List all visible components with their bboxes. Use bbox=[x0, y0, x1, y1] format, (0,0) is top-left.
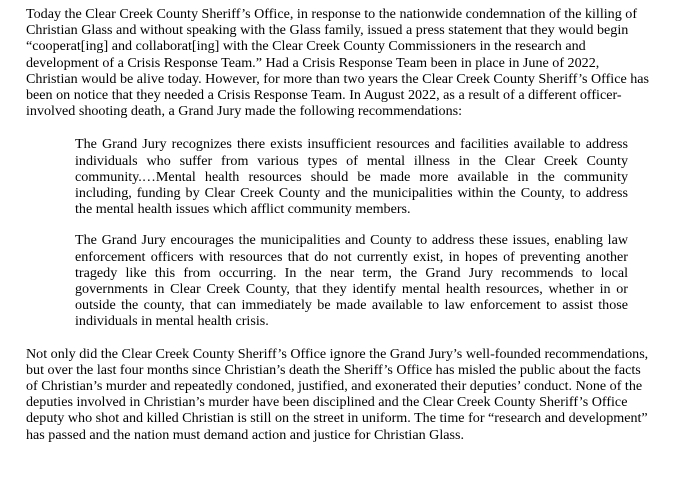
closing-paragraph: Not only did the Clear Creek County Sheriff’s Office ignore the Grand Jury’s well-founded recommendations, but over the last four months since Christian’s death the Sheriff’s Office has misled the public about the facts of Christian’s murder and repeatedly condoned, justified, and exonerated their deputies’ conduct. None of the deputies involved in Christian’s murder have been disciplined and the Clear Creek County Sheriff’s Office deputy who shot and killed Christian is still on the street in uniform. The time for “research and development” has passed and the nation must demand action and justice for Christian Glass. bbox=[26, 345, 649, 443]
document-page bbox=[26, 6, 654, 443]
paragraph-spacer bbox=[26, 119, 654, 136]
intro-paragraph: Today the Clear Creek County Sheriff’s Office, in response to the nationwide condemnation of the killing of Christian Glass and without speaking with the Glass family, issued a press statement that they would begin “cooperat[ing] and collaborat[ing] with the Clear Creek County Commissioners in the research and development of a Crisis Response Team.” Had a Crisis Response Team been in place in June of 2022, Christian would be alive today. However, for more than two years the Clear Creek County Sheriff’s Office has been on notice that they needed a Crisis Response Team. In August 2022, as a result of a different officer-involved shooting death, a Grand Jury made the following recommendations: bbox=[26, 6, 650, 120]
grand-jury-quote-1: The Grand Jury recognizes there exists insufficient resources and facilities available to address individuals who suffer from various types of mental illness in the Clear Creek County community.…Mental health resources should be made more available in the community including, funding by Clear Creek County and the municipalities within the County, to address the mental health issues which afflict community members. bbox=[75, 136, 628, 218]
paragraph-spacer bbox=[26, 217, 654, 232]
grand-jury-quote-2: The Grand Jury encourages the municipalities and County to address these issues, enabling law enforcement officers with resources that do not currently exist, in hopes of preventing another tragedy like this from occurring. In the near term, the Grand Jury recommends to local governments in Clear Creek County, that they identify mental health resources, whether in or outside the county, that can immediately be made available to law enforcement to assist those individuals in mental health crisis. bbox=[75, 232, 628, 330]
paragraph-spacer bbox=[26, 330, 654, 346]
